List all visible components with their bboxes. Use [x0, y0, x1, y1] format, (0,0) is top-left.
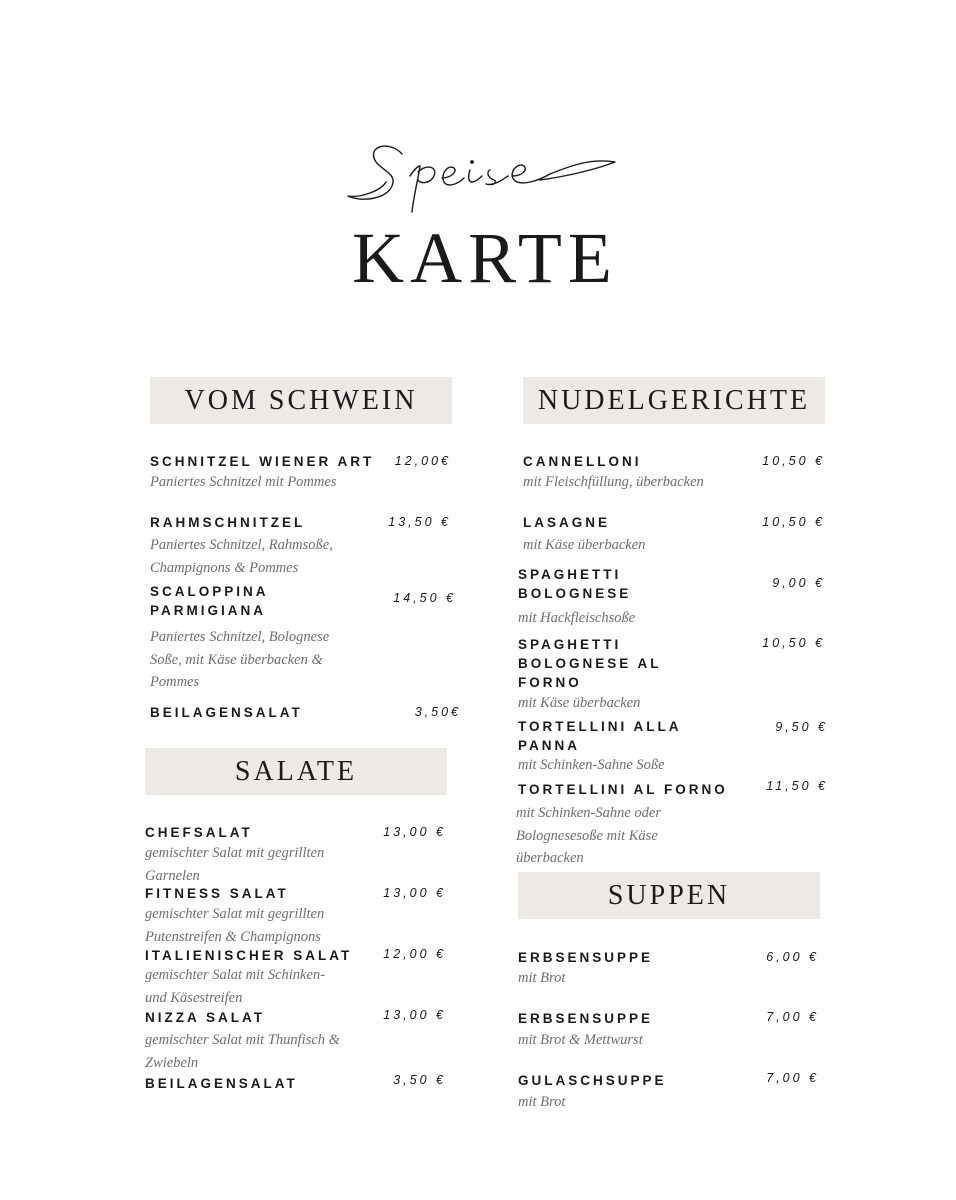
menu-item-description: mit Schinken-Sahne Soße — [518, 757, 665, 773]
menu-item-description: mit Fleischfüllung, überbacken — [523, 474, 704, 490]
menu-item-description: mit Brot — [518, 970, 566, 986]
menu-item-price: 3,50 € — [393, 1073, 446, 1087]
menu-item-name: SCALOPPINA PARMIGIANA — [150, 584, 269, 618]
menu-item-description: gemischter Salat mit gegrillten Putenstreifen & Champignons — [145, 906, 325, 945]
menu-item-description: gemischter Salat mit gegrillten Garnelen — [145, 845, 325, 884]
menu-item-price: 14,50 € — [393, 591, 456, 605]
menu-item-description: mit Schinken-Sahne oder Bolognesesoße mit Käse überbacken — [516, 805, 661, 866]
menu-item-description: gemischter Salat mit Schinken- und Käsestreifen — [145, 967, 325, 1006]
menu-item-name: BEILAGENSALAT — [150, 705, 303, 720]
menu-item-description: mit Käse überbacken — [518, 695, 641, 711]
menu-item-name: RAHMSCHNITZEL — [150, 515, 306, 530]
menu-item-price: 6,00 € — [766, 950, 819, 964]
menu-item-name: TORTELLINI ALLA PANNA — [518, 719, 682, 753]
menu-item-name: SCHNITZEL WIENER ART — [150, 454, 375, 469]
menu-item-price: 9,50 € — [775, 720, 828, 734]
menu-item-name: TORTELLINI AL FORNO — [518, 782, 728, 797]
menu-item-description: gemischter Salat mit Thunfisch & Zwiebeln — [145, 1032, 340, 1071]
menu-item-price: 9,00 € — [772, 576, 825, 590]
menu-item-price: 3,50€ — [414, 705, 461, 719]
menu-item-price: 11,50 € — [766, 779, 828, 793]
menu-item-description: mit Brot — [518, 1094, 566, 1110]
menu-item-name: CHEFSALAT — [145, 825, 253, 840]
menu-item-name: ERBSENSUPPE — [518, 1011, 654, 1026]
menu-item-price: 10,50 € — [762, 454, 825, 468]
menu-item-description: mit Hackfleischsoße — [518, 610, 636, 626]
menu-item-name: FITNESS SALAT — [145, 886, 289, 901]
menu-item-name: LASAGNE — [523, 515, 611, 530]
menu-item-name: NIZZA SALAT — [145, 1010, 265, 1025]
menu-item-price: 10,50 € — [762, 515, 825, 529]
menu-item-description: Paniertes Schnitzel mit Pommes — [150, 474, 337, 490]
menu-item-price: 13,50 € — [388, 515, 451, 529]
menu-item-price: 12,00 € — [383, 947, 446, 961]
section-header-suppen: SUPPEN — [518, 872, 820, 919]
menu-item-price: 13,00 € — [383, 886, 446, 900]
menu-item-price: 12,00€ — [394, 454, 451, 468]
menu-item-name: SPAGHETTI BOLOGNESE AL FORNO — [518, 637, 662, 690]
main-title: KARTE — [352, 218, 618, 298]
section-header-salate: SALATE — [145, 748, 447, 795]
menu-item-name: GULASCHSUPPE — [518, 1073, 667, 1088]
menu-item-price: 10,50 € — [762, 636, 825, 650]
menu-item-name: ERBSENSUPPE — [518, 950, 654, 965]
speise-script-logo — [340, 136, 630, 216]
menu-item-description: Paniertes Schnitzel, Bolognese Soße, mit Käse überbacken & Pommes — [150, 629, 330, 690]
menu-item-description: mit Brot & Mettwurst — [518, 1032, 643, 1048]
menu-item-description: mit Käse überbacken — [523, 537, 646, 553]
menu-item-price: 7,00 € — [766, 1071, 819, 1085]
menu-item-name: ITALIENISCHER SALAT — [145, 948, 353, 963]
section-header-vom-schwein: VOM SCHWEIN — [150, 377, 452, 424]
menu-item-name: BEILAGENSALAT — [145, 1076, 298, 1091]
menu-item-name: SPAGHETTI BOLOGNESE — [518, 567, 632, 601]
section-header-nudelgerichte: NUDELGERICHTE — [523, 377, 825, 424]
menu-item-description: Paniertes Schnitzel, Rahmsoße, Champignons & Pommes — [150, 537, 333, 576]
menu-item-price: 13,00 € — [383, 1008, 446, 1022]
menu-item-name: CANNELLONI — [523, 454, 642, 469]
script-title-speise — [340, 136, 630, 216]
menu-item-price: 13,00 € — [383, 825, 446, 839]
menu-item-price: 7,00 € — [766, 1010, 819, 1024]
